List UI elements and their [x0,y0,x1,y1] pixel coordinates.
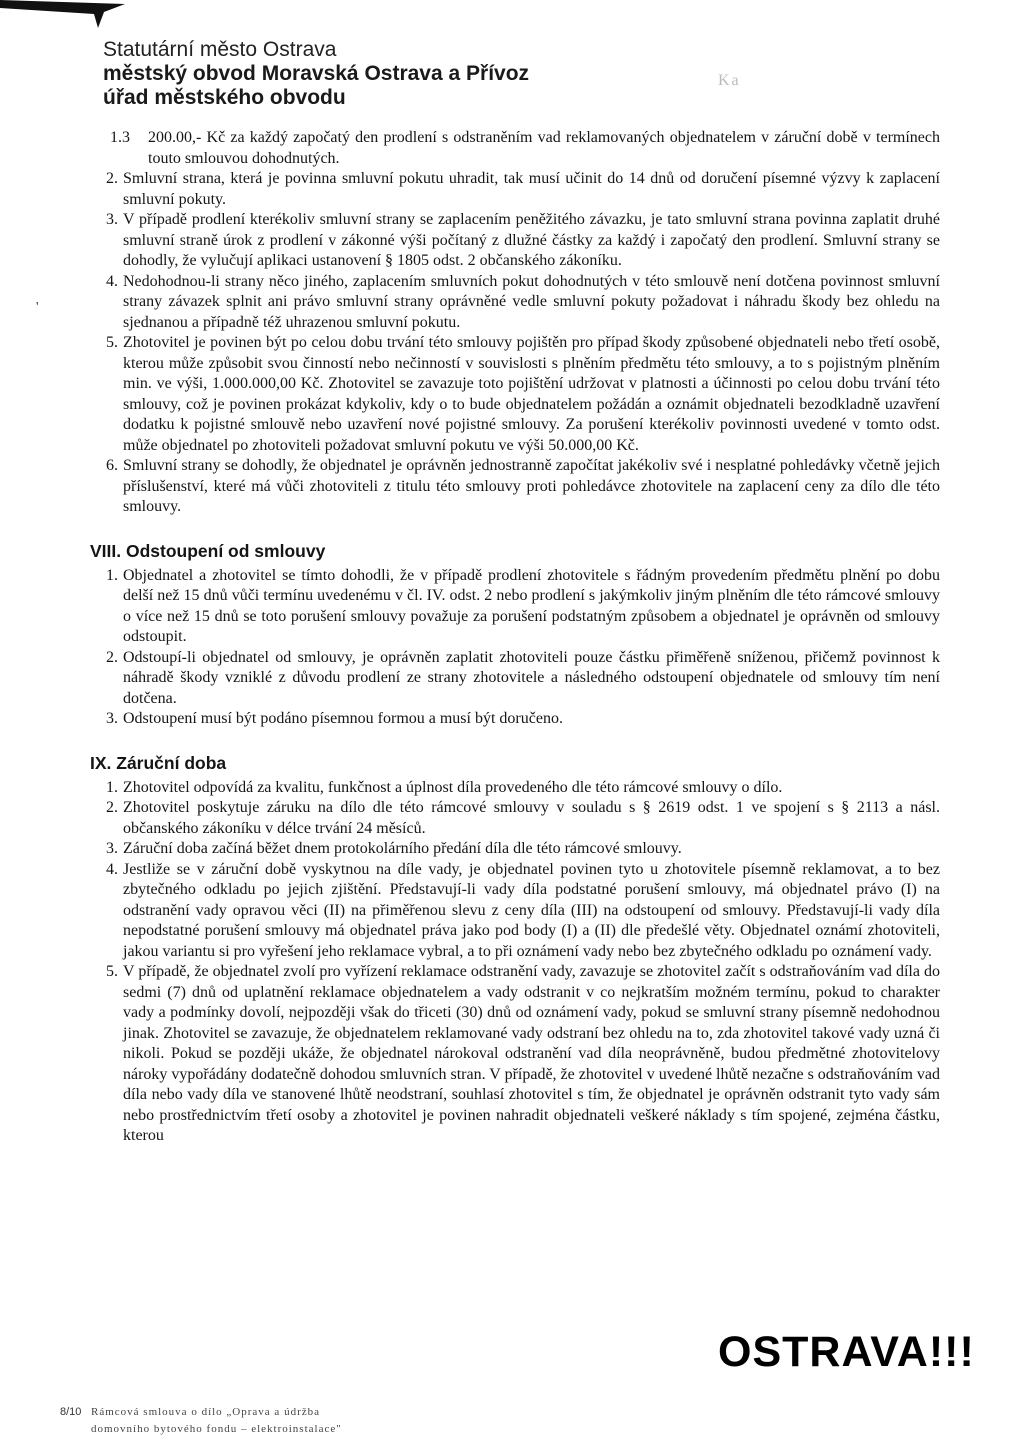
clause-text: Zhotovitel odpovídá za kvalitu, funkčnost a úplnost díla provedeného dle této rámcové smlouvy o dílo. [123,778,783,796]
header-city: Statutární město Ostrava [103,38,337,61]
section-ix-clause-1 [90,778,940,799]
section-viii-clause-3 [90,709,940,730]
section-ix-clause-5 [90,962,940,1147]
clause-number: 2. [106,170,118,187]
clause-text: Smluvní strany se dohodly, že objednatel je oprávněn jednostranně započítat jakékoliv své i nesplatné pohledávky včetně jejich příslušenství, které má vůči zhotoviteli z titulu této smlouvy proti pohledávce zhotovitele na zaplacení ceny za dílo dle této smlouvy. [123,457,940,515]
clause-number: 1. [106,778,118,796]
footer-doc-title-line2: domovního bytového fondu – elektroinstalace" [91,1423,342,1435]
clause-text: Objednatel a zhotovitel se tímto dohodli, že v případě prodlení zhotovitele s řádným provedením předmětu plnění po dobu delší než 15 dnů vůči termínu uvedenému v čl. IV. odst. 2 nebo prodlení s jakýmkoliv jiným plněním dle této rámcové smlouvy o více než 15 dnů se toto porušení smlouvy považuje za porušení podstatným způsobem a objednatel je oprávněn od smlouvy odstoupit. [123,566,940,645]
page-number: 8/10 [60,1406,82,1418]
footer-doc-title-line1: Rámcová smlouva o dílo „Oprava a údržba [91,1406,320,1418]
clause-text: Nedohodnou-li strany něco jiného, zaplacením smluvních pokut dohodnutých v této smlouvě není dotčena povinnost smluvní strany závazek splnit ani právo smluvní strany oprávněné vedle smluvní pokuty požadovat i náhradu škody bez ohledu na sjednanou a případně též uhrazenou smluvní pokutu. [123,272,940,331]
section-ix-clause-4 [90,860,940,963]
section-title-ix: IX. Záruční doba [90,752,227,773]
clause-text: 200.00,- Kč za každý započatý den prodlení s odstraněním vad reklamovaných objednatelem v záruční době v termínech touto smlouvou dohodnutých. [148,129,940,167]
section-ix-clause-3 [90,839,940,860]
clause-text: Jestliže se v záruční době vyskytnou na díle vady, je objednatel povinen tyto u zhotovitele písemně reklamovat, a to bez zbytečného odkladu po jejich zjištění. Představují-li vady díla podstatné porušení smlouvy, má objednatel právo (I) na odstranění vady opravou věci (II) na přiměřenou slevu z ceny díla (III) na odstoupení od smlouvy. Představují-li vady díla nepodstatné porušení smlouvy má objednatel práva jako pod body (I) a (II) dle předešlé věty. Objednatel oznámí zhotoviteli, jakou variantu si pro vyřešení jeho reklamace vybral, a to při oznámení vady nebo bez zbytečného odkladu po oznámení vady. [123,860,940,960]
clause-3 [90,210,940,272]
clause-number: 1.3 [110,129,130,146]
header-office: úřad městského obvodu [103,86,346,109]
clause-number: 3. [106,710,118,727]
clause-text: Odstoupí-li objednatel od smlouvy, je oprávněn zaplatit zhotoviteli pouze částku přiměřeně sníženou, přičemž povinnost k náhradě škody vzniklé z důvodu prodlení ze strany zhotovitele a následného odstoupení objednatele od smlouvy tím není dotčena. [123,648,940,707]
section-title-viii: VIII. Odstoupení od smlouvy [90,540,326,561]
clause-number: 4. [106,860,118,878]
clause-text: Smluvní strana, která je povinna smluvní pokutu uhradit, tak musí učinit do 14 dnů od doručení písemné výzvy k zaplacení smluvní pokuty. [123,170,940,208]
clause-number: 2. [106,799,118,816]
clause-1-3 [90,128,940,169]
clause-number: 2. [106,648,118,666]
scan-mark-shape [0,0,125,30]
section-ix-clause-2 [90,798,940,839]
clause-number: 5. [106,963,118,980]
clause-number: 6. [106,457,118,474]
ostrava-logo: OSTRAVA!!! [718,1328,975,1376]
clause-number: 3. [106,840,118,857]
header-district: městský obvod Moravská Ostrava a Přívoz [103,62,530,85]
margin-mark: ' [36,300,39,315]
clause-text: V případě, že objednatel zvolí pro vyřízení reklamace odstranění vady, zavazuje se zhotovitel začít s odstraňováním vad díla do sedmi (7) dnů od uplatnění reklamace objednatelem a vady odstranit v co nejkratším možném termínu, pokud to charakter vady a podmínky dovolí, nejpozději však do třiceti (30) dnů od oznámení vady, pokud se smluvní strany písemně nedohodnou jinak. Zhotovitel se zavazuje, že objednatelem reklamované vady odstraní bez ohledu na to, zda zhotovitel takové vady uzná či nikoli. Pokud se později ukáže, že objednatel nárokoval odstranění vad díla neoprávněně, budou předmětné zhotovitelovy nároky vypořádány dodatečně dohodou smluvních stran. V případě, že zhotovitel v uvedené lhůtě nezačne s odstraňováním vad díla nebo vady díla ve stanovené lhůtě neodstraní, souhlasí zhotovitel s tím, že objednatel je oprávněn odstranit tyto vady sám nebo prostřednictvím třetí osoby a zhotovitel je povinen nahradit objednateli veškeré náklady s tím spojené, zejména částku, kterou [123,963,940,1144]
document-body [90,128,940,1147]
clause-text: V případě prodlení kterékoliv smluvní strany se zaplacením peněžitého závazku, je tato smluvní strana povinna zaplatit druhé smluvní straně úrok z prodlení v zákonné výši počítaný z dlužné částky za každý i započatý den prodlení. Smluvní strany se dohodly, že vylučují aplikaci ustanovení § 1805 odst. 2 občanského zákoníku. [123,211,940,269]
clause-text: Zhotovitel poskytuje záruku na dílo dle této rámcové smlouvy v souladu s § 2619 odst. 1 ve spojení s § 2113 a násl. občanského zákoníku v délce trvání 24 měsíců. [123,799,940,837]
clause-number: 3. [106,211,118,228]
clause-text: Odstoupení musí být podáno písemnou formou a musí být doručeno. [123,710,563,727]
clause-6 [90,456,940,518]
clause-number: 1. [106,566,118,584]
section-viii-clause-1 [90,566,940,648]
section-viii-clause-2 [90,648,940,710]
faded-stamp: Ka [718,72,741,89]
clause-text: Záruční doba začíná běžet dnem protokolárního předání díla dle této rámcové smlouvy. [123,840,682,857]
clause-number: 5. [106,334,118,351]
clause-number: 4. [106,272,118,290]
clause-5 [90,333,940,456]
clause-text: Zhotovitel je povinen být po celou dobu trvání této smlouvy pojištěn pro případ škody způsobené objednateli nebo třetí osobě, kterou může způsobit svou činností nebo nečinností v souvislosti s plněním předmětu této smlouvy, a to s pojistným plněním min. ve výši, 1.000.000,00 Kč. Zhotovitel se zavazuje toto pojištění udržovat v platnosti a účinnosti po celou dobu trvání této smlouvy, což je povinen prokázat kdykoliv, kdy o to bude objednatelem požádán a oznámit objednateli bezodkladně uzavření dodatku k pojistné smlouvě nebo uzavření nové pojistné smlouvy. Za porušení kterékoliv povinnosti uvedené v tomto odst. může objednatel po zhotoviteli požadovat smluvní pokutu ve výši 50.000,00 Kč. [123,334,940,454]
clause-4 [90,272,940,334]
document-header [103,38,529,110]
clause-2 [90,169,940,210]
